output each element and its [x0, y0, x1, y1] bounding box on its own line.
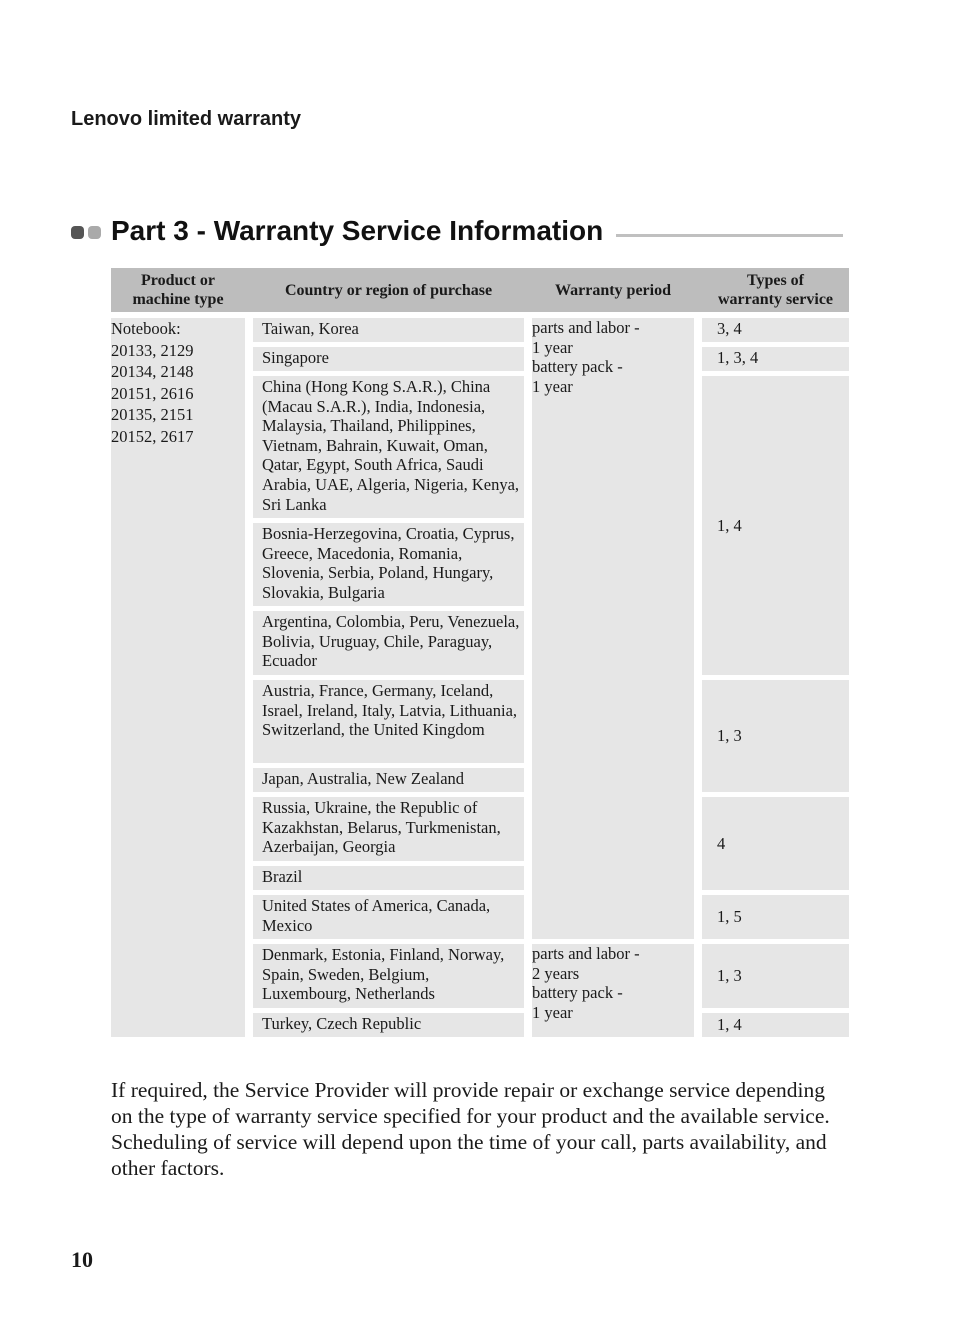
table-header-row — [111, 268, 849, 312]
country-cell: China (Hong Kong S.A.R.), China (Macau S.A.R.), India, Indonesia, Malaysia, Thailand, Philippines, Vietnam, Bahrain, Kuwait, Oman, Qatar, Egypt, South Africa, Saudi Arabia, UAE, Algeria, Nigeria, Kenya, Sri Lanka — [253, 376, 524, 518]
table-row — [111, 312, 849, 342]
service-type-cell: 4 — [702, 797, 849, 890]
column-header-country: Country or region of purchase — [253, 268, 524, 312]
heading-bullet-dark — [71, 226, 84, 239]
country-cell: United States of America, Canada, Mexico — [253, 895, 524, 939]
warranty-period-cell: parts and labor - 2 years battery pack - 1 year — [532, 939, 694, 1037]
column-header-warranty-period: Warranty period — [532, 268, 694, 312]
country-cell: Bosnia-Herzegovina, Croatia, Cyprus, Greece, Macedonia, Romania, Slovenia, Serbia, Poland, Hungary, Slovakia, Bulgaria — [253, 523, 524, 606]
column-header-service-types: Types of warranty service — [702, 268, 849, 312]
product-cell — [111, 312, 245, 1037]
product-model: 20133, 2129 — [111, 340, 194, 360]
service-type-cell: 1, 4 — [702, 1013, 849, 1037]
country-cell: Austria, France, Germany, Iceland, Israel, Ireland, Italy, Latvia, Lithuania, Switzerland, the United Kingdom — [253, 680, 524, 763]
running-header: Lenovo limited warranty — [71, 108, 302, 130]
page-number: 10 — [71, 1247, 93, 1272]
product-model: 20152, 2617 — [111, 426, 194, 446]
service-type-cell: 1, 5 — [702, 895, 849, 939]
country-cell: Singapore — [253, 347, 524, 371]
body-paragraph: If required, the Service Provider will provide repair or exchange service depending on the type of warranty service specified for your product and the available service. Scheduling of service will depend upon the time of your call, parts availability, and other factors. — [111, 1077, 830, 1180]
section-title: Part 3 - Warranty Service Information — [111, 215, 604, 246]
title-rule — [616, 234, 843, 237]
heading-bullet-light — [88, 226, 101, 239]
country-cell: Japan, Australia, New Zealand — [253, 768, 524, 792]
warranty-table — [111, 268, 849, 1037]
product-model: 20151, 2616 — [111, 383, 194, 403]
country-cell: Turkey, Czech Republic — [253, 1013, 524, 1037]
country-cell: Russia, Ukraine, the Republic of Kazakhstan, Belarus, Turkmenistan, Azerbaijan, Georgia — [253, 797, 524, 861]
column-header-product: Product or machine type — [111, 268, 245, 312]
product-model: 20135, 2151 — [111, 405, 194, 424]
product-model: 20134, 2148 — [111, 362, 194, 381]
country-cell: Denmark, Estonia, Finland, Norway, Spain, Sweden, Belgium, Luxembourg, Netherlands — [253, 944, 524, 1008]
service-type-cell: 1, 3, 4 — [702, 347, 849, 371]
service-type-cell: 3, 4 — [702, 318, 849, 342]
warranty-period-cell: parts and labor - 1 year battery pack - 1 year — [532, 312, 694, 939]
section-heading — [71, 214, 846, 254]
service-type-cell: 1, 3 — [702, 680, 849, 792]
service-type-cell: 1, 4 — [702, 376, 849, 675]
country-cell: Brazil — [253, 866, 524, 890]
country-cell: Argentina, Colombia, Peru, Venezuela, Bolivia, Uruguay, Chile, Paraguay, Ecuador — [253, 611, 524, 675]
country-cell: Taiwan, Korea — [253, 318, 524, 342]
service-type-cell: 1, 3 — [702, 944, 849, 1008]
product-label: Notebook: — [111, 319, 181, 338]
